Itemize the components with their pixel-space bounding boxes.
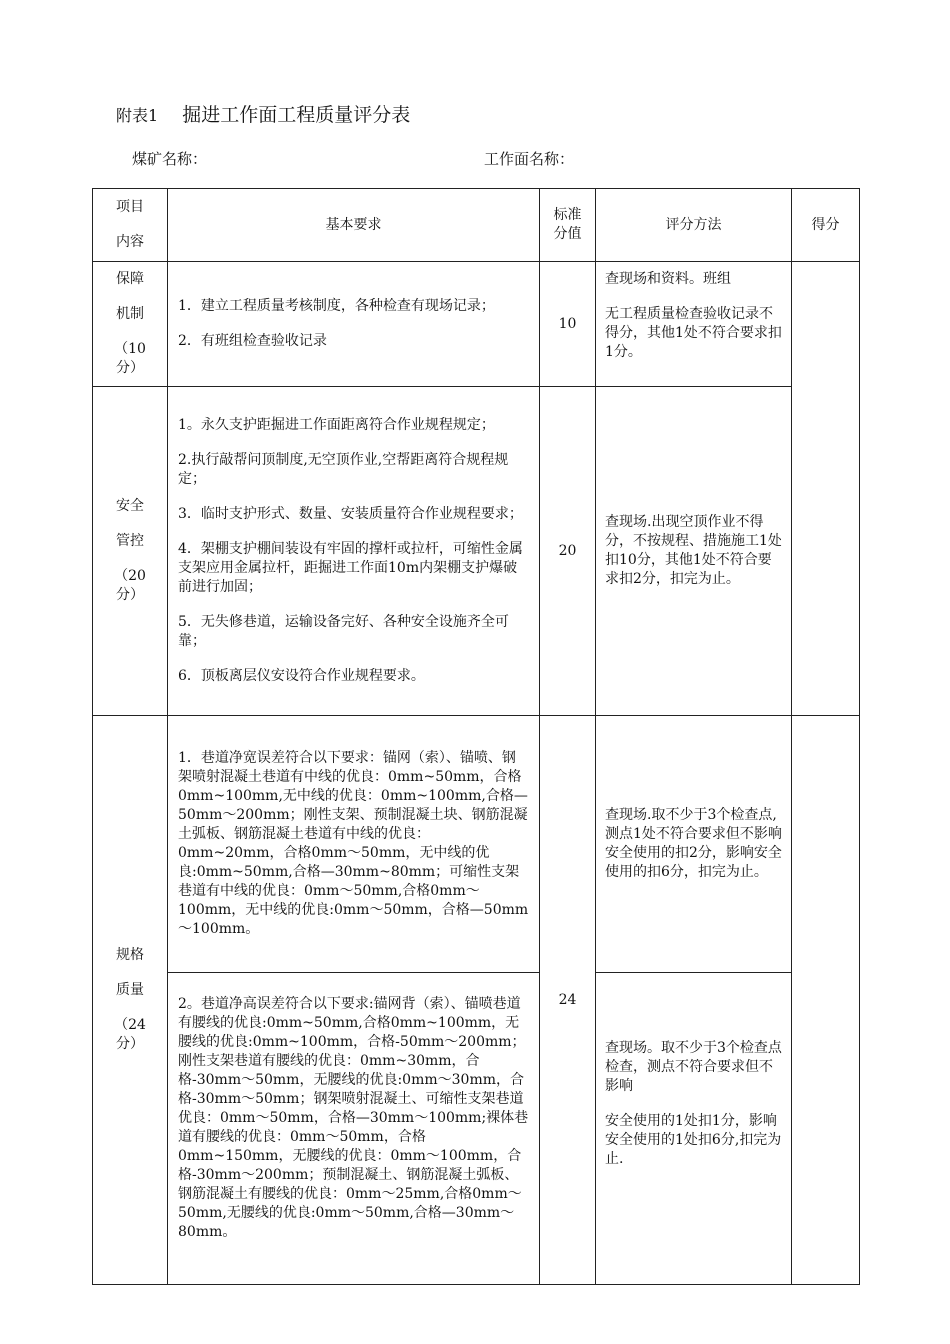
section-category [93,387,168,716]
requirement-item: 5．无失修巷道，运输设备完好、各种安全设施齐全可靠； [178,614,509,649]
requirement-item: 4．架棚支护棚间装设有牢固的撑杆或拉杆，可缩性金属支架应用金属拉杆，距掘进工作面10m内架棚支护爆破前进行加固； [178,541,523,595]
table-row [93,716,860,973]
requirements-cell [168,387,540,716]
standard-score: 24 [540,716,596,1285]
title-prefix: 附表1 [116,106,159,125]
category-points: （20 [114,568,146,584]
requirements-cell [168,716,540,973]
category-line2: 质量 [116,982,144,998]
section-category [93,262,168,387]
method-cell [596,973,792,1285]
header-standard [540,189,596,262]
method-item: 查现场。取不少于3个检查点检查，测点不符合要求但不影响 [605,1040,782,1094]
requirements-cell [168,262,540,387]
requirement-item: 1．建立工程质量考核制度，各种检查有现场记录； [178,298,495,314]
title-text: 掘进工作面工程质量评分表 [182,104,411,126]
header-item [93,189,168,262]
mine-name-label: 煤矿名称： [132,150,208,168]
table-header-row [93,189,860,262]
category-points-unit: 分） [116,1036,144,1052]
method-cell [596,262,792,387]
requirement-item: 1。永久支护距掘进工作面距离符合作业规程规定； [178,417,495,433]
section-category [93,716,168,1285]
category-points-unit: 分） [116,360,144,376]
category-line1: 规格 [116,947,144,963]
method-item: 查现场和资料。班组 [605,271,731,287]
method-cell [596,387,792,716]
requirement-item: 2．有班组检查验收记录 [178,333,327,349]
requirement-item: 3．临时支护形式、数量、安装质量符合作业规程要求； [178,506,523,522]
header-item-line1: 项目 [116,199,144,215]
method-item: 查现场.取不少于3个检查点,测点1处不符合要求但不影响安全使用的扣2分，影响安全使用的扣6分，扣完为止。 [605,807,782,880]
requirement-item: 6．顶板离层仪安设符合作业规程要求。 [178,668,425,684]
table-row [93,262,860,387]
category-line2: 管控 [116,533,144,549]
category-points-unit: 分） [116,587,144,603]
category-line2: 机制 [116,306,144,322]
header-item-line2: 内容 [116,234,144,250]
standard-score: 10 [540,262,596,387]
header-standard-line2: 分值 [553,226,582,242]
method-cell [596,716,792,973]
header-score: 得分 [792,189,860,262]
requirement-item: 2.执行敲帮问顶制度,无空顶作业,空帮距离符合规程规定； [178,452,509,487]
method-item: 查现场.出现空顶作业不得分，不按规程、措施施工1处扣10分，其他1处不符合要求扣2分，扣完为止。 [605,514,782,587]
document-title [116,100,410,127]
score-cell[interactable] [792,716,860,1285]
scoring-table [92,188,860,1285]
header-standard-line1: 标准 [553,207,582,223]
standard-score: 20 [540,387,596,716]
score-cell[interactable] [792,262,860,716]
method-item: 无工程质量检查验收记录不得分，其他1处不符合要求扣1分。 [605,306,782,360]
requirement-item: 1．巷道净宽误差符合以下要求：锚网（索）、锚喷、钢架喷射混凝土巷道有中线的优良：0mm~50mm，合格0mm~100mm,无中线的优良：0mm~100mm,合格—50mm～200mm；刚性支架、预制混凝土块、钢筋混凝土弧板、钢筋混凝土巷道有中线的优良：0mm~20mm，合格0mm～50mm，无中线的优良:0mm~50mm,合格—30mm~80mm；可缩性支架巷道有中线的优良：0mm～50mm,合格0mm～100mm，无中线的优良:0mm～50mm，合格—50mm～100mm。 [178,750,529,937]
method-item: 安全使用的1处扣1分，影响安全使用的1处扣6分,扣完为止. [605,1113,782,1167]
table-row [93,973,860,1285]
face-name-label: 工作面名称： [484,150,575,168]
header-requirements: 基本要求 [168,189,540,262]
category-points: （10 [114,341,146,357]
category-points: （24 [114,1017,146,1033]
requirement-item: 2。巷道净高误差符合以下要求:锚网背（索）、锚喷巷道有腰线的优良:0mm~50mm,合格0mm~100mm，无腰线的优良:0mm~100mm，合格-50mm～200mm；刚性支架巷道有腰线的优良：0mm~30mm，合格-30mm～50mm，无腰线的优良:0mm～30mm，合格-30mm～50mm；钢架喷射混凝土、可缩性支架巷道优良：0mm～50mm，合格—30mm～100mm;裸体巷道有腰线的优良：0mm～50mm，合格0mm~150mm，无腰线的优良：0mm～100mm，合格-30mm～200mm；预制混凝土、钢筋混凝土弧板、钢筋混凝土有腰线的优良：0mm～25mm,合格0mm～50mm,无腰线的优良:0mm～50mm,合格—30mm～80mm。 [178,996,529,1240]
requirements-cell [168,973,540,1285]
category-line1: 安全 [116,498,144,514]
table-row [93,387,860,716]
header-method: 评分方法 [596,189,792,262]
category-line1: 保障 [116,271,144,287]
